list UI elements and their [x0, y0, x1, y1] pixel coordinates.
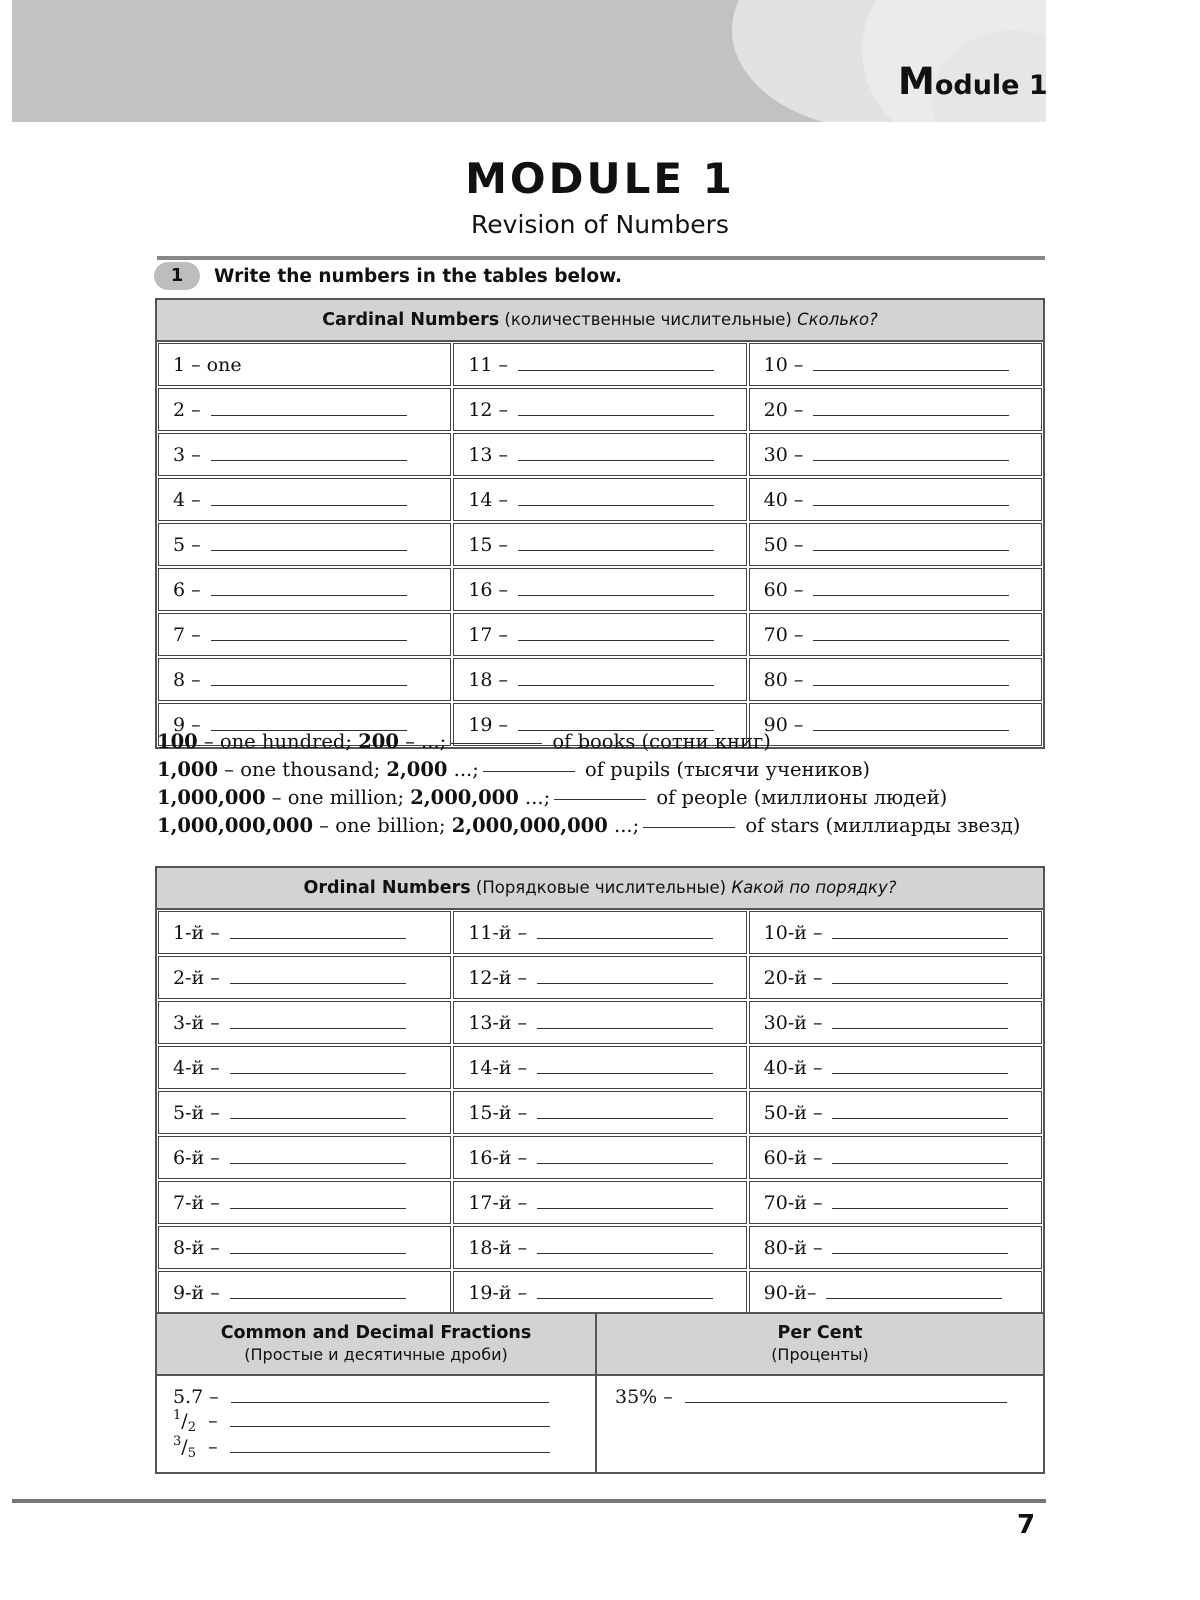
table-cell [749, 388, 1042, 431]
cell-label: 30-й – [763, 1011, 823, 1034]
cell-label: 3-й – [173, 1011, 220, 1034]
task-number-badge: 1 [154, 262, 200, 290]
answer-blank[interactable] [813, 640, 1009, 641]
answer-blank[interactable] [230, 1028, 406, 1029]
table-cell [158, 343, 451, 386]
answer-blank[interactable] [813, 685, 1009, 686]
cell-label: 90 – [763, 713, 804, 736]
answer-blank[interactable] [450, 743, 542, 744]
table-cell [453, 1271, 746, 1314]
cell-label: 14-й – [468, 1056, 528, 1079]
table-cell [749, 1226, 1042, 1269]
answer-blank[interactable] [230, 1208, 406, 1209]
answer-blank[interactable] [537, 1298, 713, 1299]
cell-label: 3 – [173, 443, 201, 466]
cell-label: 8-й – [173, 1236, 220, 1259]
table-header: Ordinal Numbers (Порядковые числительные) Какой по порядку? [157, 868, 1043, 910]
answer-blank[interactable] [537, 1073, 713, 1074]
table-cell [158, 658, 451, 701]
answer-blank[interactable] [230, 983, 406, 984]
answer-blank[interactable] [230, 1452, 550, 1453]
answer-blank[interactable] [832, 1208, 1008, 1209]
table-cell [453, 568, 746, 611]
answer-blank[interactable] [832, 1118, 1008, 1119]
running-header: Module 1 [898, 60, 1048, 103]
answer-blank[interactable] [518, 460, 714, 461]
answer-blank[interactable] [554, 799, 646, 800]
answer-blank[interactable] [832, 1253, 1008, 1254]
cardinal-numbers-table [155, 298, 1045, 749]
cell-label: 7 – [173, 623, 201, 646]
cell-label: 40 – [763, 488, 804, 511]
answer-blank[interactable] [832, 1163, 1008, 1164]
fraction-value: $^1/_2$ [173, 1408, 196, 1435]
answer-blank[interactable] [813, 370, 1009, 371]
cell-label: 16-й – [468, 1146, 528, 1169]
answer-blank[interactable] [211, 685, 407, 686]
cell-label: 10 – [763, 353, 804, 376]
table-cell [453, 388, 746, 431]
cell-label: 50-й – [763, 1101, 823, 1124]
table-cell [158, 911, 451, 954]
fraction-row: $^1/_2$ – [173, 1410, 550, 1432]
table-cell [158, 1046, 451, 1089]
table-cell [158, 956, 451, 999]
cell-label: 60 – [763, 578, 804, 601]
cell-label: 12-й – [468, 966, 528, 989]
answer-blank[interactable] [518, 640, 714, 641]
answer-blank[interactable] [211, 550, 407, 551]
cell-label: 50 – [763, 533, 804, 556]
page-subtitle: Revision of Numbers [471, 210, 729, 239]
fraction-value: $^3/_5$ [173, 1434, 196, 1461]
cell-label: 2 – [173, 398, 201, 421]
answer-blank[interactable] [230, 1163, 406, 1164]
cell-label: 90-й– [763, 1281, 817, 1304]
table-cell [158, 1136, 451, 1179]
table-cell [749, 478, 1042, 521]
answer-blank[interactable] [518, 595, 714, 596]
table-cell [749, 911, 1042, 954]
table-cell [453, 523, 746, 566]
fraction-row: $^3/_5$ – [173, 1436, 550, 1458]
answer-blank[interactable] [813, 460, 1009, 461]
page-title: MODULE 1 [465, 154, 735, 203]
big-number-line: 1,000,000,000 – one billion; 2,000,000,000 ...; of stars (миллиарды звезд) [157, 814, 1021, 837]
cell-label: 30 – [763, 443, 804, 466]
answer-blank[interactable] [231, 1402, 549, 1403]
cell-label: 80-й – [763, 1236, 823, 1259]
cell-label: 20-й – [763, 966, 823, 989]
table-cell [749, 703, 1042, 746]
table-cell [749, 613, 1042, 656]
table-cell [453, 478, 746, 521]
cell-label: 5 – [173, 533, 201, 556]
cell-label: 14 – [468, 488, 509, 511]
cell-label: 11 – [468, 353, 509, 376]
big-number-line: 1,000,000 – one million; 2,000,000 ...; of people (миллионы людей) [157, 786, 948, 809]
table-cell [453, 658, 746, 701]
answer-blank[interactable] [832, 938, 1008, 939]
cell-label: 6 – [173, 578, 201, 601]
table-cell [158, 478, 451, 521]
cell-label: 8 – [173, 668, 201, 691]
table-cell [453, 1046, 746, 1089]
table-cell [453, 433, 746, 476]
table-cell [158, 568, 451, 611]
cell-label: 2-й – [173, 966, 220, 989]
cell-label: 18-й – [468, 1236, 528, 1259]
answer-blank[interactable] [813, 415, 1009, 416]
answer-blank[interactable] [230, 1253, 406, 1254]
answer-blank[interactable] [813, 505, 1009, 506]
cell-label: 16 – [468, 578, 509, 601]
percent-header: Per Cent (Проценты) [597, 1314, 1043, 1376]
cell-label: 9 – [173, 713, 201, 736]
table-cell [453, 911, 746, 954]
table-cell [158, 1001, 451, 1044]
table-cell [453, 1136, 746, 1179]
table-cell [158, 613, 451, 656]
table-cell [453, 343, 746, 386]
answer-blank[interactable] [518, 505, 714, 506]
cell-label: 1 – one [173, 353, 242, 376]
table-cell [158, 1181, 451, 1224]
table-cell [749, 1091, 1042, 1134]
cell-label: 70 – [763, 623, 804, 646]
table-grid [157, 342, 1043, 747]
cell-label: 15-й – [468, 1101, 528, 1124]
answer-blank[interactable] [537, 1163, 713, 1164]
fractions-header: Common and Decimal Fractions (Простые и десятичные дроби) [157, 1314, 597, 1376]
answer-blank[interactable] [211, 415, 407, 416]
cell-label: 15 – [468, 533, 509, 556]
table-cell [453, 1181, 746, 1224]
page-number: 7 [1017, 1510, 1036, 1540]
answer-blank[interactable] [518, 415, 714, 416]
answer-blank[interactable] [230, 1073, 406, 1074]
answer-blank[interactable] [537, 1118, 713, 1119]
answer-blank[interactable] [537, 983, 713, 984]
fractions-percent-table [155, 1312, 1045, 1474]
column-divider [595, 1376, 597, 1472]
answer-blank[interactable] [813, 595, 1009, 596]
answer-blank[interactable] [832, 983, 1008, 984]
cell-label: 6-й – [173, 1146, 220, 1169]
cell-label: 17 – [468, 623, 509, 646]
answer-blank[interactable] [813, 730, 1009, 731]
cell-label: 80 – [763, 668, 804, 691]
fraction-row: 5.7 – [173, 1386, 549, 1408]
answer-blank[interactable] [643, 827, 735, 828]
cell-label: 12 – [468, 398, 509, 421]
cell-label: 9-й – [173, 1281, 220, 1304]
answer-blank[interactable] [537, 1208, 713, 1209]
table-cell [749, 1001, 1042, 1044]
cell-label: 4-й – [173, 1056, 220, 1079]
table-cell [749, 568, 1042, 611]
answer-blank[interactable] [832, 1073, 1008, 1074]
answer-blank[interactable] [813, 550, 1009, 551]
task-instruction: Write the numbers in the tables below. [214, 266, 623, 287]
cell-label: 1-й – [173, 921, 220, 944]
cell-label: 18 – [468, 668, 509, 691]
answer-blank[interactable] [537, 1253, 713, 1254]
answer-blank[interactable] [211, 460, 407, 461]
table-grid [157, 910, 1043, 1315]
answer-blank[interactable] [211, 640, 407, 641]
answer-blank[interactable] [537, 1028, 713, 1029]
cell-label: 70-й – [763, 1191, 823, 1214]
table-cell [453, 613, 746, 656]
answer-blank[interactable] [230, 938, 406, 939]
table-cell [158, 1271, 451, 1314]
footer-divider [12, 1499, 1046, 1503]
table-cell [749, 1271, 1042, 1314]
table-cell [453, 1091, 746, 1134]
table-cell [749, 1136, 1042, 1179]
answer-blank[interactable] [832, 1028, 1008, 1029]
big-number-line: 1,000 – one thousand; 2,000 ...; of pupils (тысячи учеников) [157, 758, 871, 781]
header-banner [12, 0, 1046, 122]
table-cell [158, 1226, 451, 1269]
table-header: Cardinal Numbers (количественные числительные) Сколько? [157, 300, 1043, 342]
answer-blank[interactable] [518, 685, 714, 686]
answer-blank[interactable] [537, 938, 713, 939]
cell-label: 13-й – [468, 1011, 528, 1034]
table-cell [749, 1181, 1042, 1224]
answer-blank[interactable] [230, 1426, 550, 1427]
table-cell [749, 1046, 1042, 1089]
percent-row: 35% – [615, 1386, 1007, 1408]
answer-blank[interactable] [211, 505, 407, 506]
cell-label: 13 – [468, 443, 509, 466]
table-cell [453, 1001, 746, 1044]
table-cell [749, 343, 1042, 386]
table-cell [749, 658, 1042, 701]
ordinal-numbers-table [155, 866, 1045, 1317]
cell-label: 10-й – [763, 921, 823, 944]
cell-label: 7-й – [173, 1191, 220, 1214]
cell-label: 19 – [468, 713, 509, 736]
answer-blank[interactable] [826, 1298, 1002, 1299]
cell-label: 4 – [173, 488, 201, 511]
answer-blank[interactable] [211, 595, 407, 596]
answer-blank[interactable] [685, 1402, 1007, 1403]
answer-blank[interactable] [518, 550, 714, 551]
answer-blank[interactable] [518, 370, 714, 371]
answer-blank[interactable] [483, 771, 575, 772]
cell-label: 5-й – [173, 1101, 220, 1124]
table-cell [749, 433, 1042, 476]
table-cell [453, 1226, 746, 1269]
table-cell [158, 433, 451, 476]
cell-label: 20 – [763, 398, 804, 421]
divider [157, 256, 1045, 260]
table-cell [158, 1091, 451, 1134]
table-cell [749, 523, 1042, 566]
cell-label: 60-й – [763, 1146, 823, 1169]
cell-label: 19-й – [468, 1281, 528, 1304]
table-cell [453, 956, 746, 999]
cell-label: 17-й – [468, 1191, 528, 1214]
table-cell [749, 956, 1042, 999]
table-cell [158, 523, 451, 566]
cell-label: 11-й – [468, 921, 528, 944]
big-number-line: 100 – one hundred; 200 – ...; of books (сотни книг) [157, 730, 771, 753]
cell-label: 40-й – [763, 1056, 823, 1079]
table-cell [158, 388, 451, 431]
answer-blank[interactable] [230, 1298, 406, 1299]
answer-blank[interactable] [230, 1118, 406, 1119]
